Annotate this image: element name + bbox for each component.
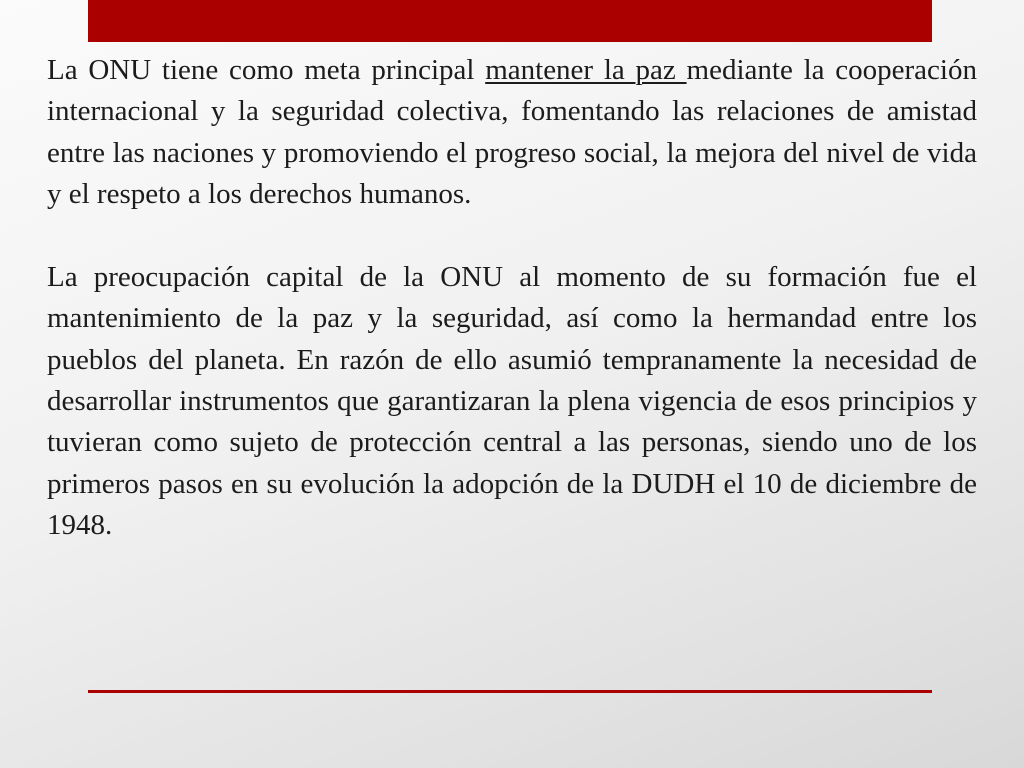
slide-body (47, 50, 977, 546)
paragraph-1-intro: La ONU tiene como meta principal (47, 54, 486, 86)
underlined-phrase: mantener la paz (485, 54, 687, 86)
paragraph-onu-concern: La preocupación capital de la ONU al momento de su formación fue el mantenimiento de la paz y la seguridad, así como la hermandad entre los pueblos del planeta. En razón de ello asumió tempranamente la necesidad de desarrollar instrumentos que garantizaran la plena vigencia de esos principios y tuvieran como sujeto de protección central a las personas, siendo uno de los primeros pasos en su evolución la adopción de la DUDH el 10 de diciembre de 1948. (47, 261, 977, 541)
bottom-divider-line (88, 690, 932, 693)
paragraph-onu-goal (47, 50, 977, 215)
top-accent-bar (88, 0, 932, 42)
paragraph-1-rest: mediante la cooperación internacional y la seguridad colectiva, fomentando las relaciones de amistad entre las naciones y promoviendo el progreso social, la mejora del nivel de vida y el respeto a los derechos humanos. (47, 54, 977, 210)
